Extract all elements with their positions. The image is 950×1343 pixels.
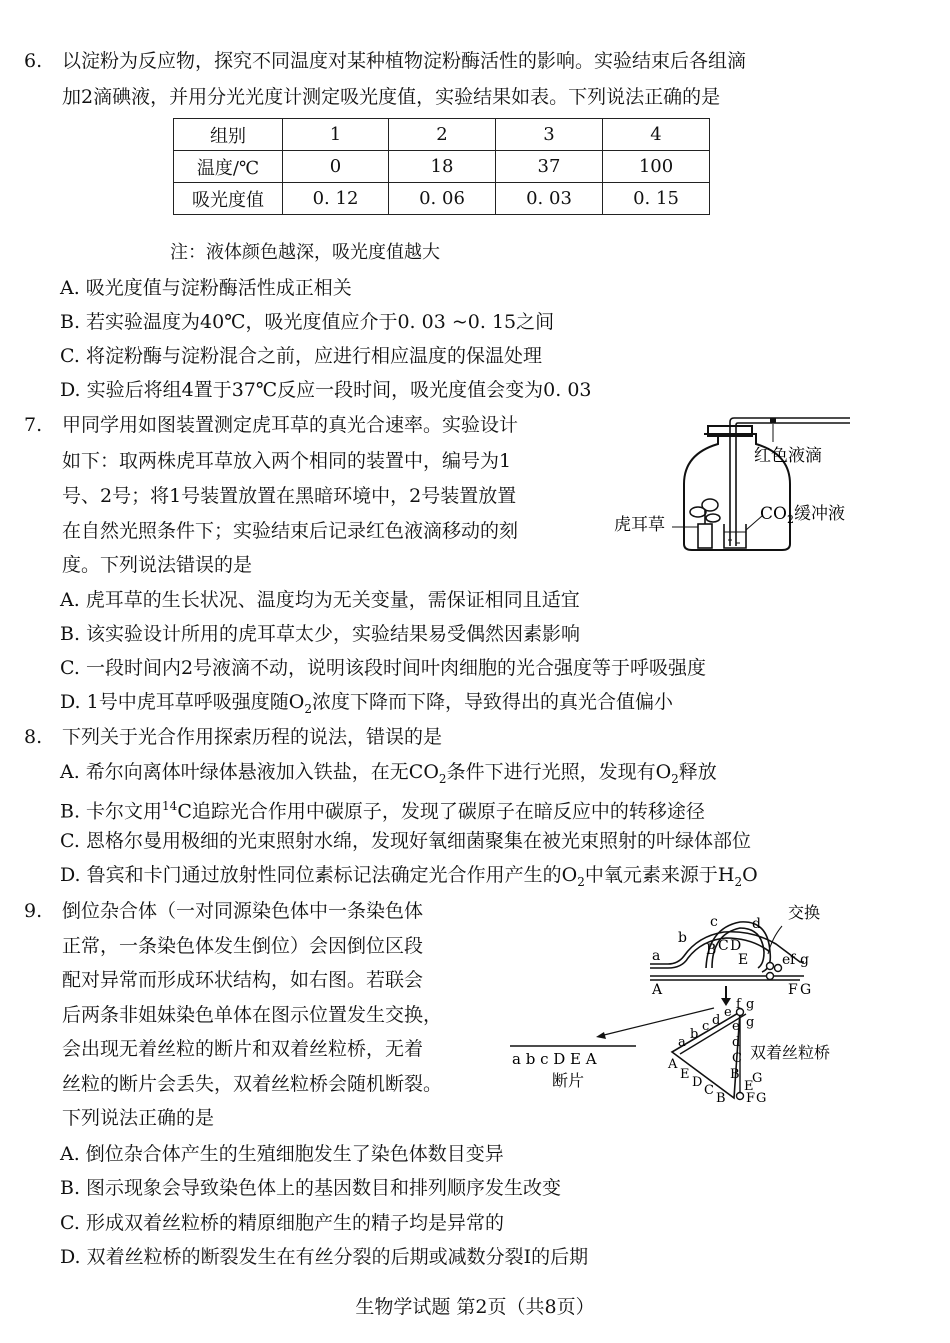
label-fragment: 断片 bbox=[552, 1071, 585, 1090]
cell-temp-4: 100 bbox=[603, 151, 710, 183]
q7-option-a: A. 虎耳草的生长状况、温度均为无关变量，需保证相同且适宜 bbox=[60, 589, 580, 611]
svg-text:a: a bbox=[652, 948, 661, 964]
row-header-absorbance: 吸光度值 bbox=[174, 183, 283, 215]
svg-text:F: F bbox=[788, 982, 798, 998]
svg-text:b: b bbox=[690, 1027, 699, 1042]
q8-number: 8. bbox=[24, 726, 43, 748]
q9-option-d: D. 双着丝粒桥的断裂发生在有丝分裂的后期或减数分裂Ⅰ的后期 bbox=[60, 1246, 589, 1268]
svg-text:g: g bbox=[800, 952, 809, 968]
q9-stem-line4: 后两条非姐妹染色单体在图示位置发生交换， bbox=[62, 1004, 443, 1026]
svg-text:e: e bbox=[732, 1019, 740, 1034]
q7-stem-line5: 度。下列说法错误的是 bbox=[62, 554, 253, 576]
q9-stem-line3: 配对异常而形成环状结构，如右图。若联会 bbox=[62, 969, 424, 991]
svg-text:d: d bbox=[752, 916, 761, 932]
q7-number: 7. bbox=[24, 414, 43, 436]
q9-option-b: B. 图示现象会导致染色体上的基因数目和排列顺序发生改变 bbox=[60, 1177, 562, 1199]
svg-text:f: f bbox=[790, 952, 796, 968]
cell-temp-2: 18 bbox=[389, 151, 496, 183]
svg-text:e: e bbox=[724, 1005, 732, 1020]
svg-text:E: E bbox=[744, 1079, 754, 1094]
cell-abs-1: 0. 12 bbox=[283, 183, 389, 215]
row-header-temperature: 温度/℃ bbox=[174, 151, 283, 183]
q9-number: 9. bbox=[24, 900, 43, 922]
q8-stem: 下列关于光合作用探索历程的说法，错误的是 bbox=[62, 726, 443, 748]
q9-inversion-figure bbox=[500, 896, 840, 1111]
q7-stem-line2: 如下：取两株虎耳草放入两个相同的装置中，编号为1 bbox=[62, 450, 512, 472]
svg-text:B: B bbox=[730, 1067, 740, 1082]
svg-text:G: G bbox=[752, 1071, 763, 1086]
q6-stem-line1: 以淀粉为反应物，探究不同温度对某种植物淀粉酶活性的影响。实验结束后各组滴 bbox=[62, 50, 747, 72]
svg-text:E: E bbox=[738, 952, 749, 968]
cell-group-4: 4 bbox=[603, 119, 710, 151]
red-droplet bbox=[770, 418, 776, 423]
q7-option-b: B. 该实验设计所用的虎耳草太少，实验结果易受偶然因素影响 bbox=[60, 623, 581, 645]
q8-option-c: C. 恩格尔曼用极细的光束照射水绵，发现好氧细菌聚集在被光束照射的叶绿体部位 bbox=[60, 830, 751, 852]
svg-text:B: B bbox=[706, 942, 717, 958]
table-row-temperature bbox=[174, 151, 710, 183]
q7-option-c: C. 一段时间内2号液滴不动，说明该段时间叶肉细胞的光合强度等于呼吸强度 bbox=[60, 657, 707, 679]
label-red-droplet: 红色液滴 bbox=[754, 446, 822, 466]
q8-option-d: D. 鲁宾和卡门通过放射性同位素标记法确定光合作用产生的$O_2$中氧元素来源于$H_2O$ bbox=[60, 864, 758, 889]
q6-option-d: D. 实验后将组4置于37℃反应一段时间，吸光度值会变为0. 03 bbox=[60, 379, 592, 401]
q9-stem-line5: 会出现无着丝粒的断片和双着丝粒桥，无着 bbox=[62, 1038, 424, 1060]
q6-option-b: B. 若实验温度为40℃，吸光度值应介于0. 03 ~0. 15之间 bbox=[60, 311, 555, 333]
cell-abs-3: 0. 03 bbox=[496, 183, 603, 215]
cell-group-3: 3 bbox=[496, 119, 603, 151]
q8-option-b: B. 卡尔文用$^{14}$C追踪光合作用中碳原子，发现了碳原子在暗反应中的转移途径 bbox=[60, 799, 705, 823]
q9-option-a: A. 倒位杂合体产生的生殖细胞发生了染色体数目变异 bbox=[60, 1143, 504, 1165]
svg-text:g: g bbox=[746, 997, 755, 1012]
page-footer: 生物学试题 第2页（共8页） bbox=[355, 1296, 595, 1318]
svg-text:d: d bbox=[732, 1035, 741, 1050]
svg-text:G: G bbox=[756, 1091, 767, 1106]
label-co2-buffer: $CO_2$缓冲液 bbox=[760, 504, 845, 526]
svg-text:c: c bbox=[710, 914, 718, 930]
fragment-sequence: a b c D E A bbox=[512, 1050, 597, 1068]
q7-stem-line1: 甲同学用如图装置测定虎耳草的真光合速率。实验设计 bbox=[62, 414, 519, 436]
svg-text:C: C bbox=[704, 1083, 714, 1098]
q6-number: 6. bbox=[24, 50, 43, 72]
plant-pot bbox=[698, 524, 712, 548]
cell-group-1: 1 bbox=[283, 119, 389, 151]
q6-stem-line2: 加2滴碘液，并用分光光度计测定吸光度值，实验结果如表。下列说法正确的是 bbox=[62, 86, 721, 108]
q6-table-note: 注：液体颜色越深，吸光度值越大 bbox=[170, 242, 440, 263]
svg-text:F: F bbox=[746, 1091, 756, 1106]
buffer-beaker bbox=[724, 524, 746, 548]
svg-text:d: d bbox=[712, 1013, 721, 1028]
cell-group-2: 2 bbox=[389, 119, 496, 151]
table-row-absorbance bbox=[174, 183, 710, 215]
q7-apparatus-figure bbox=[610, 412, 880, 562]
label-bridge: 双着丝粒桥 bbox=[750, 1043, 831, 1062]
svg-text:D: D bbox=[692, 1075, 703, 1090]
q9-stem-line2: 正常，一条染色体发生倒位）会因倒位区段 bbox=[62, 935, 424, 957]
svg-text:G: G bbox=[800, 982, 812, 998]
q9-stem-line6: 丝粒的断片会丢失，双着丝粒桥会随机断裂。 bbox=[62, 1073, 443, 1095]
cell-temp-1: 0 bbox=[283, 151, 389, 183]
q9-stem-line7: 下列说法正确的是 bbox=[62, 1107, 215, 1129]
q9-stem-line1: 倒位杂合体（一对同源染色体中一条染色体 bbox=[62, 900, 424, 922]
svg-text:E: E bbox=[680, 1067, 690, 1082]
cell-abs-2: 0. 06 bbox=[389, 183, 496, 215]
cell-temp-3: 37 bbox=[496, 151, 603, 183]
svg-text:c: c bbox=[702, 1019, 710, 1034]
svg-text:C: C bbox=[732, 1051, 742, 1066]
label-plant: 虎耳草 bbox=[614, 515, 665, 535]
table-row-group bbox=[174, 119, 710, 151]
svg-text:e: e bbox=[782, 952, 791, 968]
q8-option-a: A. 希尔向离体叶绿体悬液加入铁盐，在无$CO_2$条件下进行光照，发现有$O_2$释放 bbox=[60, 761, 717, 786]
svg-text:C: C bbox=[718, 938, 729, 954]
q9-option-c: C. 形成双着丝粒桥的精原细胞产生的精子均是异常的 bbox=[60, 1212, 504, 1234]
q7-option-d: D. 1号中虎耳草呼吸强度随$O_2$浓度下降而下降，导致得出的真光合值偏小 bbox=[60, 691, 673, 716]
svg-text:f: f bbox=[736, 997, 741, 1012]
q6-option-a: A. 吸光度值与淀粉酶活性成正相关 bbox=[60, 277, 352, 299]
q6-option-c: C. 将淀粉酶与淀粉混合之前，应进行相应温度的保温处理 bbox=[60, 345, 542, 367]
svg-text:A: A bbox=[668, 1057, 678, 1072]
q7-stem-line3: 号、2号；将1号装置放置在黑暗环境中，2号装置放置 bbox=[62, 485, 517, 507]
cell-abs-4: 0. 15 bbox=[603, 183, 710, 215]
svg-text:a: a bbox=[678, 1035, 686, 1050]
svg-text:b: b bbox=[678, 930, 687, 946]
svg-text:g: g bbox=[746, 1015, 755, 1030]
svg-text:D: D bbox=[730, 938, 742, 954]
svg-text:A: A bbox=[652, 982, 663, 998]
q6-data-table bbox=[173, 118, 710, 215]
row-header-group: 组别 bbox=[174, 119, 283, 151]
q7-stem-line4: 在自然光照条件下；实验结束后记录红色液滴移动的刻 bbox=[62, 520, 519, 542]
label-exchange: 交换 bbox=[788, 903, 821, 922]
svg-text:B: B bbox=[716, 1091, 726, 1106]
